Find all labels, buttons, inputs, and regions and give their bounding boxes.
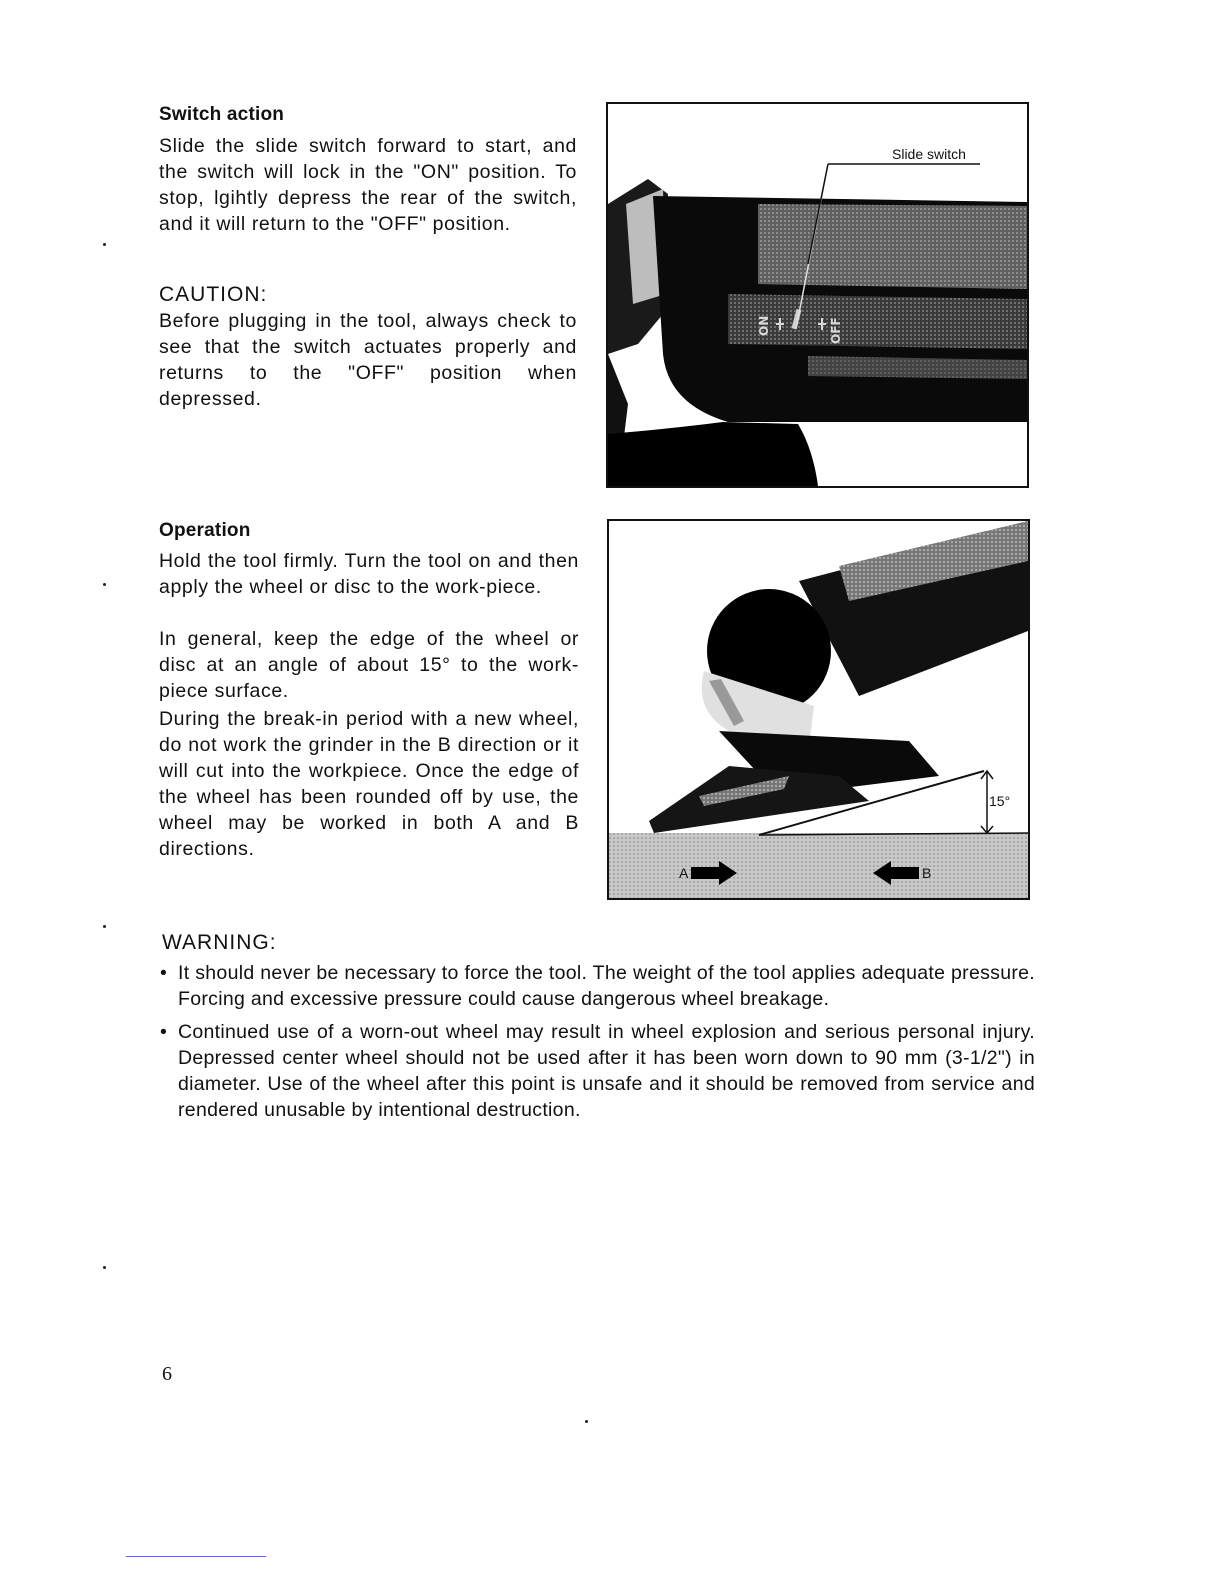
switch-off-mark: OFF — [829, 317, 843, 344]
operation-paragraph-2: In general, keep the edge of the wheel or disc at an angle of about 15° to the work-piece surface. — [159, 628, 579, 702]
angle-label: 15° — [989, 793, 1011, 809]
switch-action-body: Slide the slide switch forward to start, and the switch will lock in the "ON" position. To stop, lgihtly depress the rear of the switch, and it will return to the "OFF" position. — [159, 135, 577, 235]
grinder-switch-illustration — [608, 104, 1027, 486]
scan-speck — [103, 583, 106, 586]
scan-speck — [585, 1420, 588, 1423]
operation-heading: Operation — [159, 520, 251, 541]
switch-action-heading: Switch action — [159, 104, 285, 125]
operation-paragraph-3: During the break-in period with a new wheel, do not work the grinder in the B direction or it will cut into the workpiece. Once the edge of the wheel has been rounded off by use, the wheel may be worked in both A and B directions. — [159, 708, 579, 860]
page-number: 6 — [162, 1363, 172, 1385]
scan-speck — [103, 925, 106, 928]
scan-speck — [103, 1266, 106, 1269]
warning-item — [160, 960, 1035, 1012]
direction-b-label: B — [922, 865, 932, 881]
slide-switch-figure — [606, 102, 1029, 488]
grinding-angle-illustration — [609, 521, 1028, 898]
slide-switch-callout: Slide switch — [892, 146, 966, 162]
warning-item-text: It should never be necessary to force the tool. The weight of the tool applies adequate pressure. Forcing and excessive pressure could cause dangerous wheel breakage. — [178, 962, 1035, 1010]
warning-item — [160, 1019, 1035, 1123]
footer-rule — [126, 1556, 266, 1557]
direction-a-label: A — [679, 865, 689, 881]
switch-on-mark: ON — [757, 315, 771, 336]
warning-item-text: Continued use of a worn-out wheel may result in wheel explosion and serious personal injury. Depressed center wheel should not be used after it has been worn down to 90 mm (3-1/2") in diameter. Use of the wheel after this point is unsafe and it should be removed from service and rendered unusable by intentional destruction. — [178, 1021, 1035, 1121]
warning-label: WARNING: — [162, 931, 277, 954]
bullet-icon: • — [160, 962, 168, 984]
caution-body: Before plugging in the tool, always check to see that the switch actuates properly and returns to the "OFF" position when depressed. — [159, 310, 577, 410]
caution-label: CAUTION: — [159, 283, 268, 306]
operation-paragraph-1: Hold the tool firmly. Turn the tool on and then apply the wheel or disc to the work-piece. — [159, 550, 579, 598]
grinding-angle-figure — [607, 519, 1030, 900]
scan-speck — [103, 243, 106, 246]
bullet-icon: • — [160, 1021, 168, 1043]
